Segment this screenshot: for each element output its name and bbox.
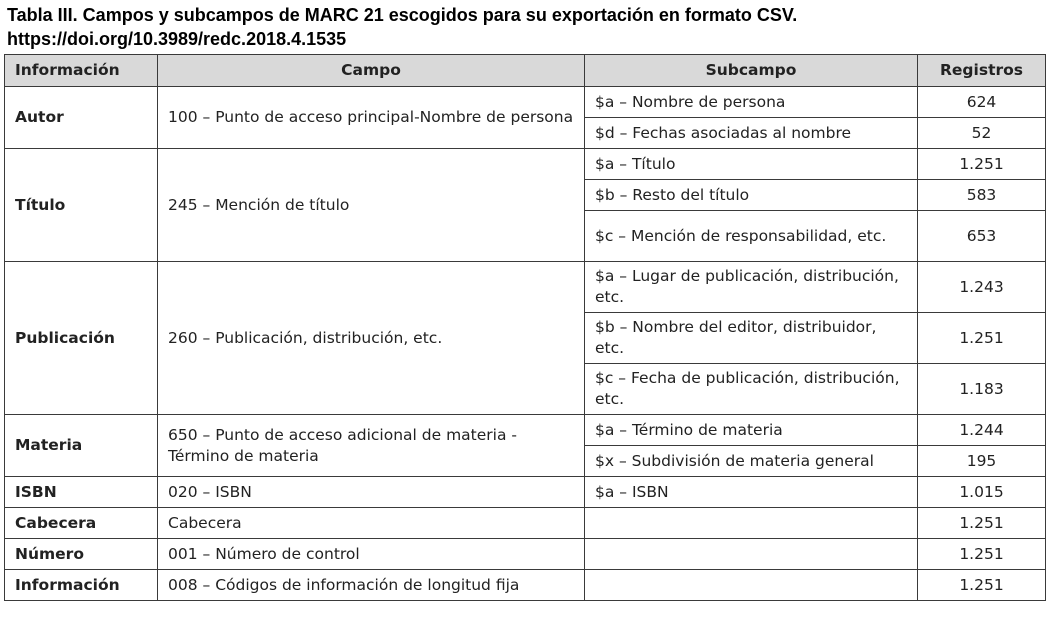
cell-registros: 195: [918, 446, 1046, 477]
cell-registros: 624: [918, 87, 1046, 118]
cell-registros: 653: [918, 211, 1046, 262]
marc-fields-table: [4, 54, 1046, 601]
cell-campo: 008 – Códigos de información de longitud fija: [158, 570, 585, 601]
cell-informacion: Autor: [5, 87, 158, 149]
table-row: [5, 415, 1046, 446]
cell-campo: 260 – Publicación, distribución, etc.: [158, 262, 585, 415]
cell-informacion: Publicación: [5, 262, 158, 415]
header-informacion: Información: [5, 55, 158, 87]
cell-subcampo: $d – Fechas asociadas al nombre: [585, 118, 918, 149]
cell-subcampo: $a – Título: [585, 149, 918, 180]
cell-registros: 1.015: [918, 477, 1046, 508]
cell-registros: 1.251: [918, 508, 1046, 539]
cell-campo: 100 – Punto de acceso principal-Nombre de persona: [158, 87, 585, 149]
table-row: [5, 87, 1046, 118]
cell-subcampo: $b – Nombre del editor, distribuidor, etc.: [585, 313, 918, 364]
cell-subcampo: $c – Mención de responsabilidad, etc.: [585, 211, 918, 262]
cell-campo: 245 – Mención de título: [158, 149, 585, 262]
cell-subcampo: $a – Término de materia: [585, 415, 918, 446]
table-header-row: [5, 55, 1046, 87]
cell-subcampo: $x – Subdivisión de materia general: [585, 446, 918, 477]
cell-registros: 1.251: [918, 149, 1046, 180]
header-subcampo: Subcampo: [585, 55, 918, 87]
table-row: [5, 477, 1046, 508]
cell-registros: 1.243: [918, 262, 1046, 313]
cell-subcampo: $a – Lugar de publicación, distribución, etc.: [585, 262, 918, 313]
cell-subcampo: $a – Nombre de persona: [585, 87, 918, 118]
cell-informacion: ISBN: [5, 477, 158, 508]
cell-subcampo: [585, 539, 918, 570]
cell-subcampo: $b – Resto del título: [585, 180, 918, 211]
cell-campo: 020 – ISBN: [158, 477, 585, 508]
cell-subcampo: $a – ISBN: [585, 477, 918, 508]
cell-campo: Cabecera: [158, 508, 585, 539]
cell-informacion: Número: [5, 539, 158, 570]
cell-subcampo: $c – Fecha de publicación, distribución, etc.: [585, 364, 918, 415]
cell-informacion: Información: [5, 570, 158, 601]
cell-informacion: Materia: [5, 415, 158, 477]
cell-registros: 1.251: [918, 570, 1046, 601]
cell-registros: 1.251: [918, 313, 1046, 364]
cell-registros: 1.244: [918, 415, 1046, 446]
table-row: [5, 508, 1046, 539]
header-registros: Registros: [918, 55, 1046, 87]
caption-doi: https://doi.org/10.3989/redc.2018.4.1535: [7, 29, 347, 49]
cell-campo: 650 – Punto de acceso adicional de materia -Término de materia: [158, 415, 585, 477]
header-campo: Campo: [158, 55, 585, 87]
cell-informacion: Título: [5, 149, 158, 262]
cell-campo: 001 – Número de control: [158, 539, 585, 570]
table-row: [5, 262, 1046, 313]
cell-registros: 52: [918, 118, 1046, 149]
cell-subcampo: [585, 570, 918, 601]
cell-registros: 583: [918, 180, 1046, 211]
table-row: [5, 539, 1046, 570]
caption-title: Tabla III. Campos y subcampos de MARC 21 escogidos para su exportación en formato CSV.: [7, 5, 798, 25]
cell-registros: 1.251: [918, 539, 1046, 570]
table-row: [5, 149, 1046, 180]
cell-registros: 1.183: [918, 364, 1046, 415]
cell-subcampo: [585, 508, 918, 539]
table-caption: [7, 3, 797, 51]
cell-informacion: Cabecera: [5, 508, 158, 539]
table-row: [5, 570, 1046, 601]
